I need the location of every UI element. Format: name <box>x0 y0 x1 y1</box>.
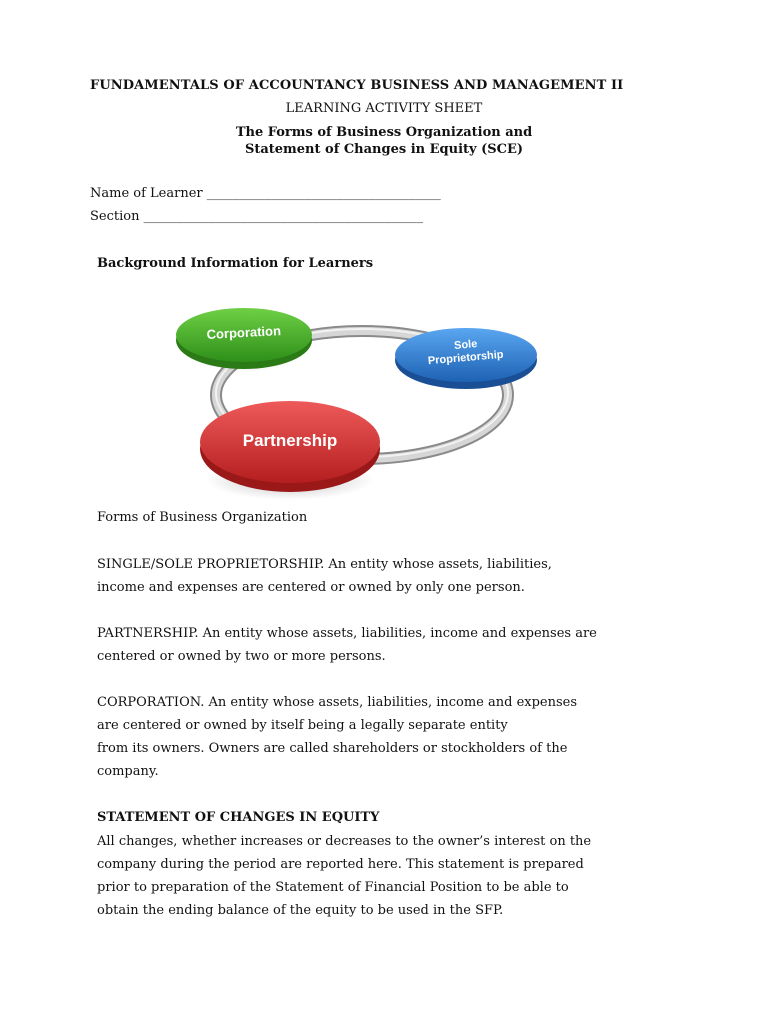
sce-description <box>97 830 672 922</box>
document-title-line-2: Statement of Changes in Equity (SCE) <box>244 142 524 157</box>
partnership-node <box>200 401 380 500</box>
corporation-definition-line: company. <box>97 764 159 779</box>
sce-description-line: prior to preparation of the Statement of Financial Position to be able to <box>97 880 569 895</box>
section-field: Section ___________________________________________ <box>90 209 424 224</box>
course-title: FUNDAMENTALS OF ACCOUNTANCY BUSINESS AND MANAGEMENT II <box>90 78 624 93</box>
partnership-definition <box>97 622 672 668</box>
sole-proprietorship-node <box>395 328 537 390</box>
sce-description-line: obtain the ending balance of the equity to be used in the SFP. <box>97 903 504 918</box>
sole-proprietorship-label-line-1: Sole <box>453 338 478 353</box>
sole-definition-line: income and expenses are centered or owned by only one person. <box>97 580 525 595</box>
corporation-definition-line: are centered or owned by itself being a legally separate entity <box>97 718 508 733</box>
corporation-node <box>176 308 312 372</box>
sole-proprietorship-definition <box>97 553 672 599</box>
sheet-type: LEARNING ACTIVITY SHEET <box>285 101 483 116</box>
business-forms-diagram <box>170 300 550 500</box>
sce-description-line: company during the period are reported here. This statement is prepared <box>97 857 584 872</box>
corporation-label: Corporation <box>206 323 282 342</box>
sole-definition-line: SINGLE/SOLE PROPRIETORSHIP. An entity whose assets, liabilities, <box>97 557 552 572</box>
sce-description-line: All changes, whether increases or decreases to the owner’s interest on the <box>97 834 592 849</box>
corporation-definition-line: CORPORATION. An entity whose assets, liabilities, income and expenses <box>97 695 578 710</box>
sce-heading: STATEMENT OF CHANGES IN EQUITY <box>97 810 380 825</box>
document-title-line-1: The Forms of Business Organization and <box>235 125 533 140</box>
corporation-definition <box>97 691 672 783</box>
name-of-learner-field: Name of Learner ____________________________________ <box>90 186 441 201</box>
partnership-definition-line: PARTNERSHIP. An entity whose assets, liabilities, income and expenses are <box>97 626 597 641</box>
corporation-definition-line: from its owners. Owners are called shareholders or stockholders of the <box>97 741 568 756</box>
background-heading: Background Information for Learners <box>97 256 374 271</box>
document-title <box>0 124 768 158</box>
forms-caption: Forms of Business Organization <box>97 510 308 525</box>
partnership-definition-line: centered or owned by two or more persons. <box>97 649 386 664</box>
partnership-label: Partnership <box>242 431 338 450</box>
sole-proprietorship-label-line-2: Proprietorship <box>427 348 505 368</box>
